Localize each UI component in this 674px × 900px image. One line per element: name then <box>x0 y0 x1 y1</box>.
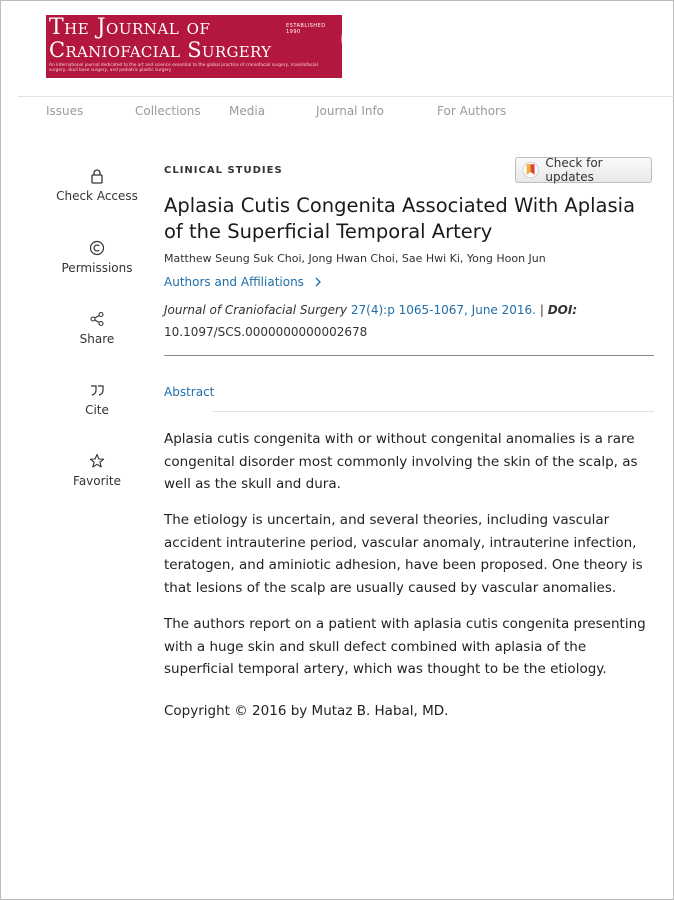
check-for-updates-button[interactable] <box>515 157 652 183</box>
nav-for-authors[interactable]: For Authors <box>437 104 507 118</box>
nav-divider <box>18 96 674 97</box>
share-icon <box>89 311 105 327</box>
sidebar-label-favorite: Favorite <box>73 474 121 488</box>
sidebar-item-check-access[interactable] <box>42 168 152 203</box>
crossmark-icon <box>522 161 539 179</box>
article-authors[interactable]: Matthew Seung Suk Choi, Jong Hwan Choi, Sae Hwi Ki, Yong Hoon Jun <box>164 252 546 265</box>
journal-name: Journal of Craniofacial Surgery <box>164 303 348 317</box>
sidebar-label-check-access: Check Access <box>56 189 138 203</box>
citation-line <box>164 299 654 343</box>
authors-affiliations-link[interactable] <box>164 275 323 289</box>
sidebar-label-permissions: Permissions <box>61 261 133 275</box>
banner-tagline: An international journal dedicated to the art and science essential to the global practice of craniofacial surgery, maxillofacial surgery, skull base surgery, and pediatric plastic surgery <box>49 63 318 73</box>
banner-established: ESTABLISHED 1990 <box>286 23 326 35</box>
affiliations-label: Authors and Affiliations <box>164 275 304 289</box>
lock-icon <box>89 168 105 184</box>
article-category: CLINICAL STUDIES <box>164 165 283 176</box>
sidebar-item-favorite[interactable] <box>42 453 152 488</box>
sidebar-label-cite: Cite <box>85 403 109 417</box>
article-title: Aplasia Cutis Congenita Associated With Aplasia of the Superficial Temporal Artery <box>164 194 636 243</box>
sidebar-item-share[interactable] <box>42 311 152 346</box>
abstract-paragraph-2: The etiology is uncertain, and several theories, including vascular accident intrauterine period, vascular anomaly, intrauterine infection, teratogen, and aminiotic adhesion, have been proposed. One theory is that lesions of the scalp are usually caused by vascular anomalies. <box>164 512 643 596</box>
abstract-paragraph-1: Aplasia cutis congenita with or without congenital anomalies is a rare congenital disorder most commonly involving the skin of the scalp, as well as the skull and dura. <box>164 431 638 492</box>
volume-issue-link[interactable]: 27(4):p 1065-1067, June 2016. <box>350 303 536 317</box>
nav-journal-info[interactable]: Journal Info <box>316 104 385 118</box>
nav-media[interactable]: Media <box>229 104 266 118</box>
sidebar-label-share: Share <box>79 332 115 346</box>
sidebar-item-permissions[interactable] <box>42 240 152 275</box>
abstract-paragraph-3: The authors report on a patient with aplasia cutis congenita presenting with a huge skin and skull defect combined with aplasia of the superficial temporal artery, which was thought to be the etiology. <box>164 616 646 677</box>
journal-banner-logo[interactable] <box>46 15 342 78</box>
nav-issues[interactable]: Issues <box>46 104 84 118</box>
banner-title-line1: The Journal of <box>49 15 211 40</box>
citation-separator: | <box>539 303 544 317</box>
copyright-icon <box>89 240 105 256</box>
chevron-right-icon <box>313 277 323 287</box>
nav-collections[interactable]: Collections <box>135 104 201 118</box>
copyright-notice: Copyright © 2016 by Mutaz B. Habal, MD. <box>164 703 449 719</box>
banner-title-line2: Craniofacial Surgery <box>49 38 272 62</box>
quote-icon <box>89 382 105 398</box>
doi-label: DOI: <box>547 303 578 317</box>
abstract-heading[interactable]: Abstract <box>164 385 215 399</box>
sidebar-item-cite[interactable] <box>42 382 152 417</box>
check-for-updates-label: Check for updates <box>545 156 603 184</box>
skull-icon <box>339 19 342 73</box>
header-divider <box>164 355 654 356</box>
star-icon <box>89 453 105 469</box>
abstract-divider <box>212 411 654 412</box>
doi-value[interactable]: 10.1097/SCS.0000000000002678 <box>164 325 368 339</box>
